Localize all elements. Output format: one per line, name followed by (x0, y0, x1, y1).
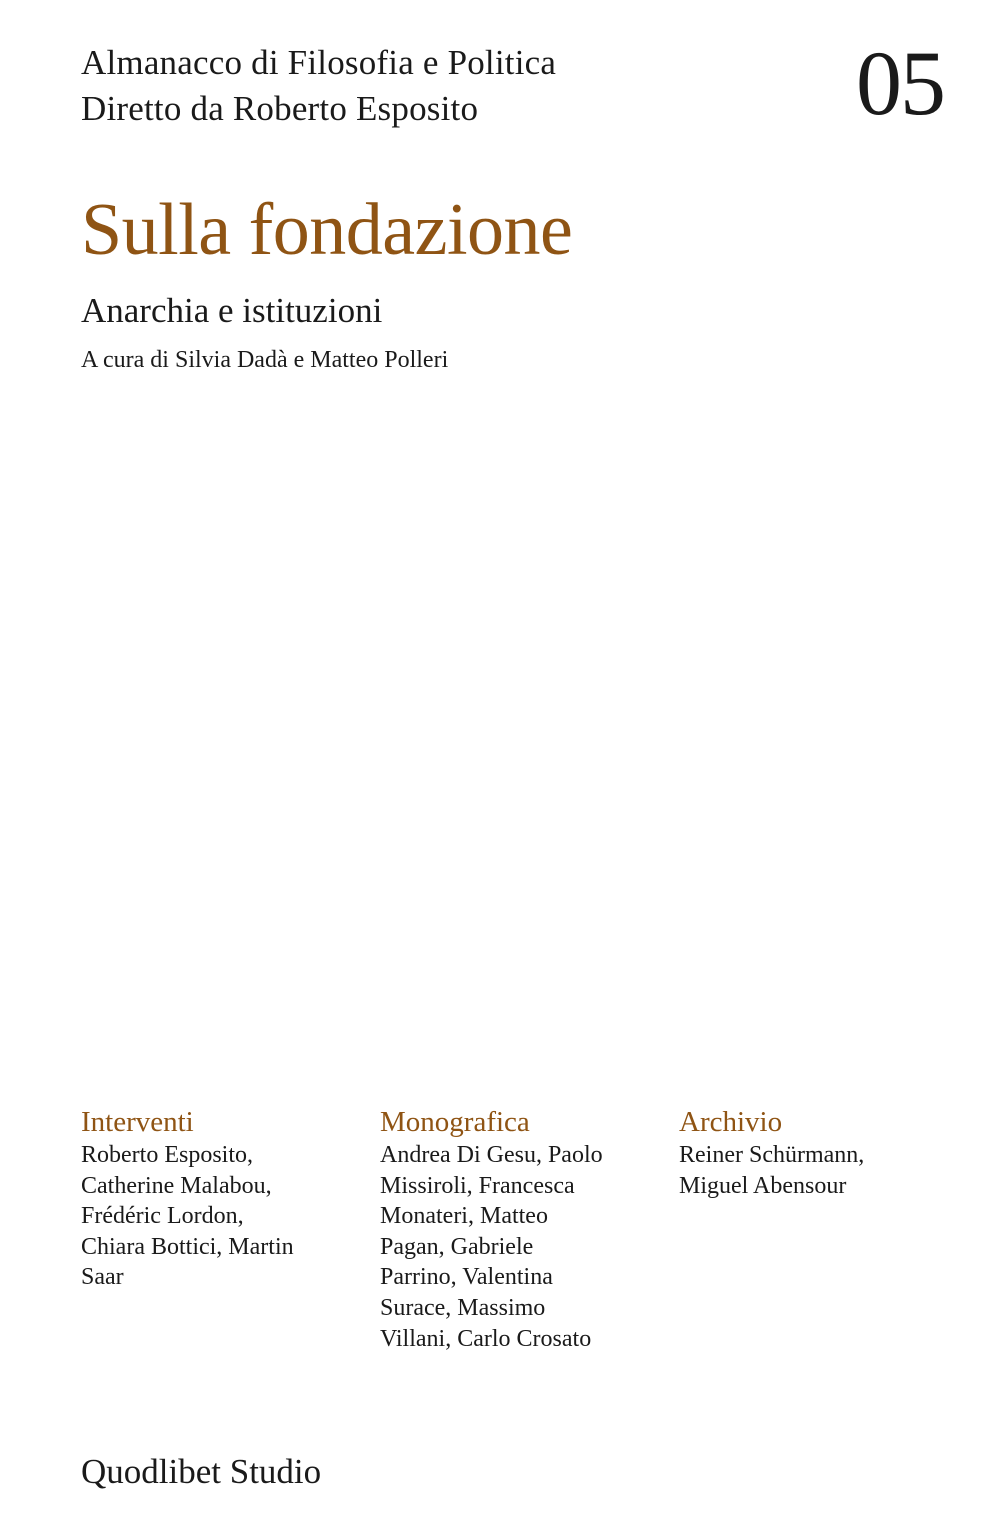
publisher-name: Quodlibet Studio (81, 1452, 322, 1491)
contributor-line: Miguel Abensour (679, 1172, 847, 1199)
book-editors: A cura di Silvia Dadà e Matteo Polleri (81, 347, 449, 373)
section-interventi (81, 1104, 343, 1293)
series-info (81, 40, 556, 132)
contributor-line: Catherine Malabou, (81, 1172, 272, 1199)
book-title: Sulla fondazione (81, 189, 573, 271)
contributor-line: Saar (81, 1264, 124, 1291)
series-title: Almanacco di Filosofia e Politica (81, 43, 557, 82)
section-heading: Monografica (380, 1106, 530, 1138)
contributor-line: Monateri, Matteo (380, 1203, 548, 1230)
contributor-line: Missiroli, Francesca (380, 1172, 575, 1199)
section-heading: Archivio (679, 1106, 783, 1138)
book-subtitle: Anarchia e istituzioni (81, 291, 383, 330)
issue-number: 05 (856, 32, 944, 134)
contributor-line: Reiner Schürmann, (679, 1142, 865, 1168)
section-heading: Interventi (81, 1106, 194, 1138)
section-archivio (679, 1104, 941, 1201)
contributor-line: Chiara Bottici, Martin (81, 1233, 294, 1260)
section-monografica (380, 1104, 642, 1354)
contributor-line: Villani, Carlo Crosato (380, 1325, 592, 1352)
contributor-line: Andrea Di Gesu, Paolo (380, 1142, 603, 1168)
contributor-line: Surace, Massimo (380, 1294, 546, 1321)
contributor-line: Pagan, Gabriele (380, 1233, 534, 1260)
series-director: Diretto da Roberto Esposito (81, 89, 479, 128)
contributor-line: Frédéric Lordon, (81, 1203, 244, 1230)
contributor-line: Roberto Esposito, (81, 1142, 253, 1168)
contributor-line: Parrino, Valentina (380, 1264, 553, 1291)
